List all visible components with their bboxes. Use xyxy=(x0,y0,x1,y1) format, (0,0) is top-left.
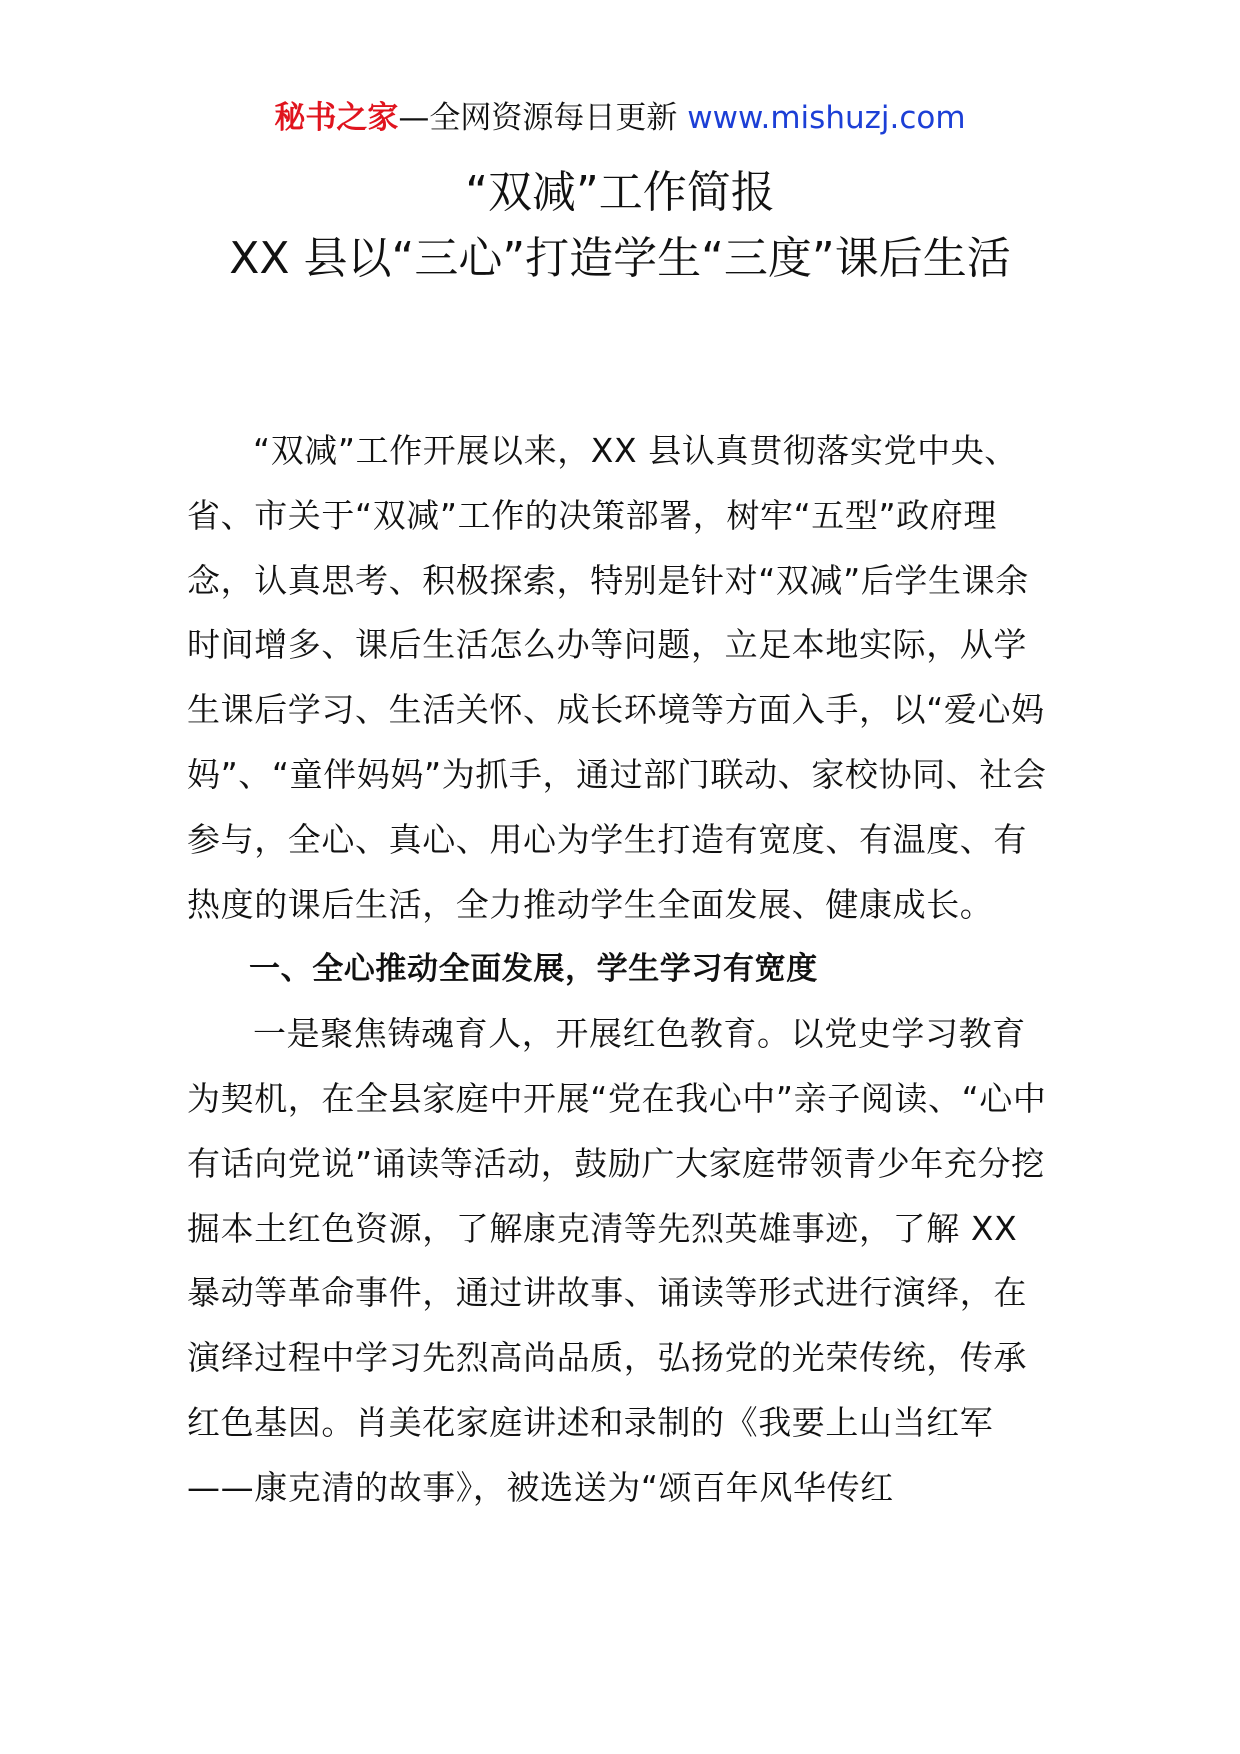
document-title: “双减”工作简报 xyxy=(465,167,775,218)
intro-paragraph: “双减”工作开展以来，XX 县认真贯彻落实党中央、省、市关于“双减”工作的决策部署，树牢“五型”政府理念，认真思考、积极探索，特别是针对“双减”后学生课余时间增多、课后生活怎么办等问题，立足本地实际，从学生课后学习、生活关怀、成长环境等方面入手，以“爱心妈妈”、“童伴妈妈”为抓手，通过部门联动、家校协同、社会参与，全心、真心、用心为学生打造有宽度、有温度、有热度的课后生活，全力推动学生全面发展、健康成长。 xyxy=(187,431,1047,924)
document-subtitle: XX 县以“三心”打造学生“三度”课后生活 xyxy=(229,233,1011,284)
brand-tagline: —全网资源每日更新 xyxy=(398,100,688,136)
brand-name: 秘书之家 xyxy=(274,100,399,136)
section-heading: 一、全心推动全面发展，学生学习有宽度 xyxy=(249,951,818,988)
watermark-header xyxy=(0,98,1240,138)
site-url[interactable]: www.mishuzj.com xyxy=(687,100,966,136)
body-paragraph: 一是聚焦铸魂育人，开展红色教育。以党史学习教育为契机，在全县家庭中开展“党在我心中”亲子阅读、“心中有话向党说”诵读等活动，鼓励广大家庭带领青少年充分挖掘本土红色资源，了解康克清等先烈英雄事迹，了解 XX 暴动等革命事件，通过讲故事、诵读等形式进行演绎，在演绎过程中学习先烈高尚品质，弘扬党的光荣传统，传承红色基因。肖美花家庭讲述和录制的《我要上山当红军——康克清的故事》，被选送为“颂百年风华传红 xyxy=(187,1014,1047,1507)
document-body xyxy=(187,419,1055,1521)
